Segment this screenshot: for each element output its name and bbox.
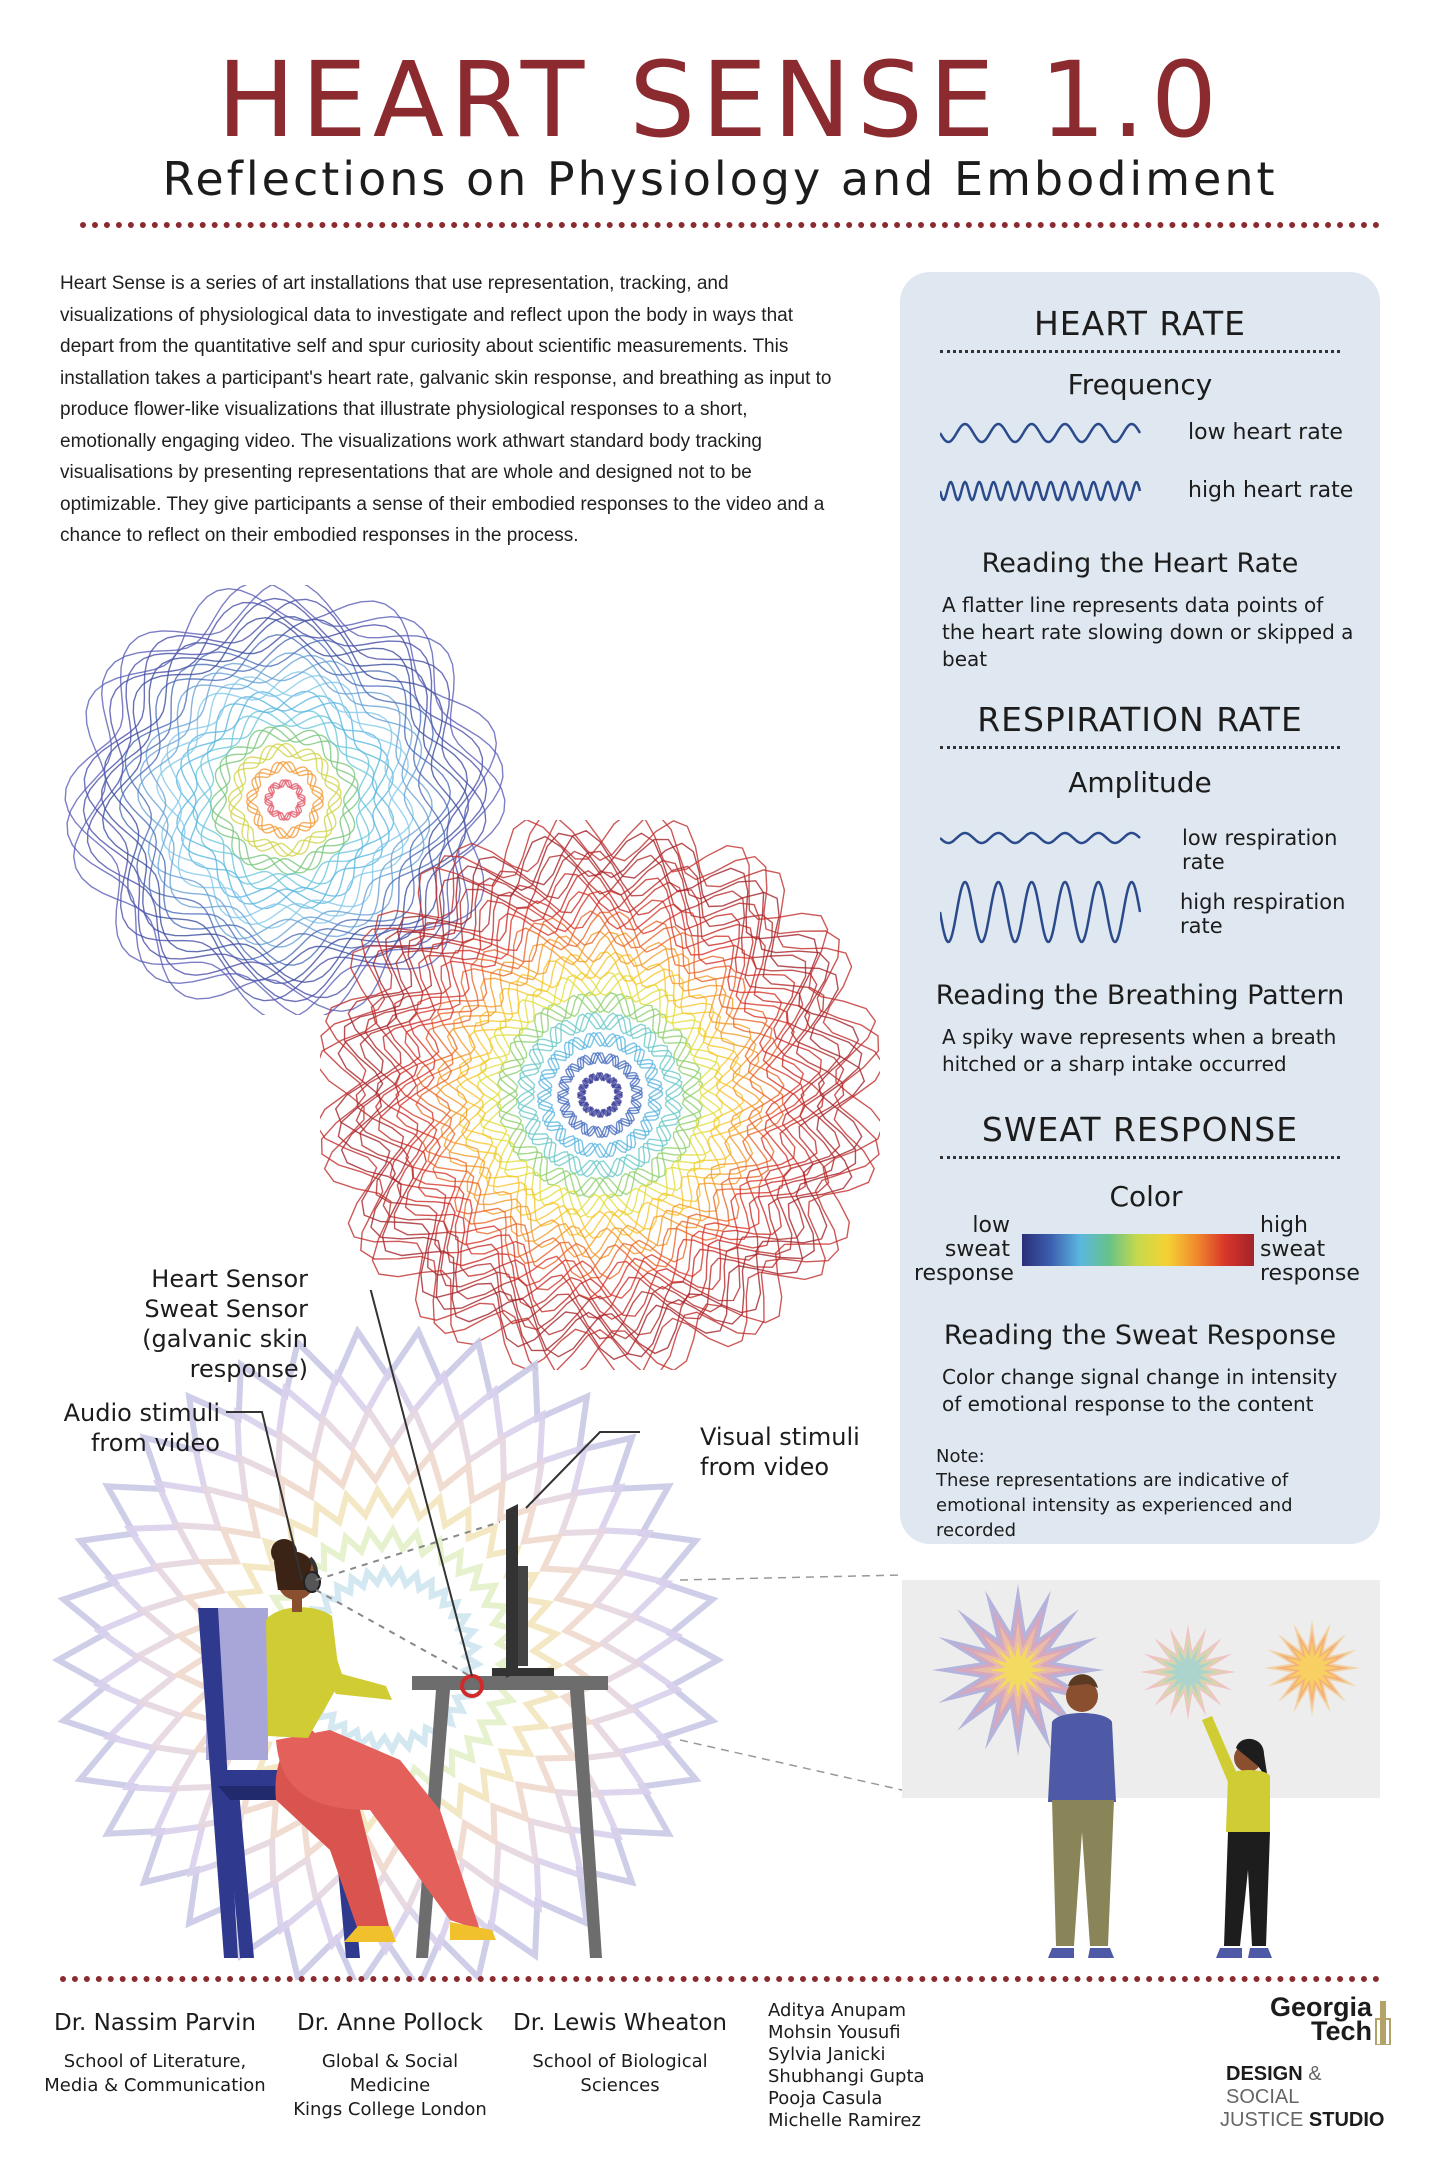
high-respiration-wave <box>940 876 1150 948</box>
heart-rate-reading-title: Reading the Heart Rate <box>981 548 1299 579</box>
student-name: Aditya Anupam <box>768 2000 907 2021</box>
note-label: Note: <box>936 1446 985 1467</box>
tech-tower-icon <box>1372 1995 1394 2045</box>
credit-name-3: Dr. Lewis Wheaton <box>513 2010 727 2036</box>
note-text: These representations are indicative of emotional intensity as experienced and recorded <box>936 1470 1293 1541</box>
legend-divider <box>940 350 1340 353</box>
page-subtitle: Reflections on Physiology and Embodiment <box>162 152 1278 206</box>
low-heart-rate-label: low heart rate <box>1188 420 1343 445</box>
credit-name-1: Dr. Nassim Parvin <box>53 2010 256 2036</box>
audio-stimuli-callout: Audio stimuli from video <box>63 1399 220 1457</box>
credit-affiliation-2: Global & Social Medicine Kings College London <box>293 2051 487 2120</box>
installation-illustration <box>40 1290 760 1980</box>
footer-divider <box>60 1976 1380 1982</box>
respiration-reading-title: Reading the Breathing Pattern <box>935 980 1345 1011</box>
high-respiration-label: high respiration rate <box>1180 890 1346 938</box>
respiration-subheading: Amplitude <box>1068 766 1212 799</box>
high-sweat-label: high sweat response <box>1260 1213 1360 1286</box>
high-heart-rate-label: high heart rate <box>1188 478 1354 503</box>
student-name: Michelle Ramirez <box>768 2110 921 2131</box>
high-heart-rate-wave <box>940 476 1150 506</box>
legend-panel <box>900 272 1380 1544</box>
low-heart-rate-wave <box>940 418 1150 448</box>
page-title: HEART SENSE 1.0 <box>216 39 1224 161</box>
georgia-tech-logo: Georgia Tech DESIGN & SOCIAL JUSTICE STUDIO <box>1220 1995 1400 2132</box>
student-name: Sylvia Janicki <box>768 2044 886 2065</box>
design-social-justice-studio-logo: DESIGN & SOCIAL JUSTICE STUDIO <box>1220 2063 1385 2131</box>
low-respiration-label: low respiration rate <box>1182 826 1338 874</box>
flower-visualization-red <box>320 820 880 1370</box>
credit-affiliation-3: School of Biological Sciences <box>532 2051 708 2096</box>
low-respiration-wave <box>940 826 1150 850</box>
respiration-heading: RESPIRATION RATE <box>977 700 1303 739</box>
credit-name-2: Dr. Anne Pollock <box>297 2010 483 2036</box>
sweat-color-gradient <box>1022 1234 1254 1266</box>
intro-paragraph: Heart Sense is a series of art installations that use representation, tracking, and visualizations of physiological data to investigate and reflect upon the body in ways that depart from the quantitative self and spur curiosity about scientific measurements. This installation takes a participant's heart rate, galvanic skin response, and breathing as input to produce flower-like visualizations that illustrate physiological responses to a short, emotionally engaging video. The visualizations work athwart standard body tracking visualisations by presenting representations that are whole and designed not to be optimizable. They give participants a sense of their embodied responses to the video and a chance to reflect on their embodied responses in the process. <box>60 273 832 546</box>
legend-divider <box>940 746 1340 749</box>
credit-affiliation-1: School of Literature, Media & Communication <box>44 2051 266 2096</box>
legend-divider <box>940 1156 1340 1159</box>
heart-rate-subheading: Frequency <box>1067 368 1213 401</box>
gallery-flower-2 <box>1140 1624 1236 1720</box>
sweat-reading-title: Reading the Sweat Response <box>943 1320 1337 1351</box>
low-sweat-label: low sweat response <box>914 1213 1014 1286</box>
gallery-flower-3 <box>1264 1620 1360 1716</box>
student-name: Mohsin Yousufi <box>768 2022 901 2043</box>
heart-rate-reading-text: A flatter line represents data points of the heart rate slowing down or skipped a beat <box>942 593 1354 671</box>
student-credits <box>768 2000 925 2132</box>
visual-stimuli-callout: Visual stimuli from video <box>700 1423 860 1481</box>
header-divider <box>80 222 1380 228</box>
student-name: Shubhangi Gupta <box>768 2066 925 2087</box>
respiration-reading-text: A spiky wave represents when a breath hitched or a sharp intake occurred <box>942 1025 1337 1076</box>
sweat-reading-text: Color change signal change in intensity of emotional response to the content <box>942 1365 1338 1416</box>
student-name: Pooja Casula <box>768 2088 883 2109</box>
heart-sensor-callout: Heart Sensor Sweat Sensor (galvanic skin response) <box>142 1265 308 1383</box>
heart-rate-heading: HEART RATE <box>1033 304 1247 343</box>
monitor <box>492 1504 554 1678</box>
sweat-heading: SWEAT RESPONSE <box>981 1110 1299 1149</box>
sweat-subheading: Color <box>1109 1180 1183 1213</box>
gallery-illustration <box>680 1570 1390 1970</box>
